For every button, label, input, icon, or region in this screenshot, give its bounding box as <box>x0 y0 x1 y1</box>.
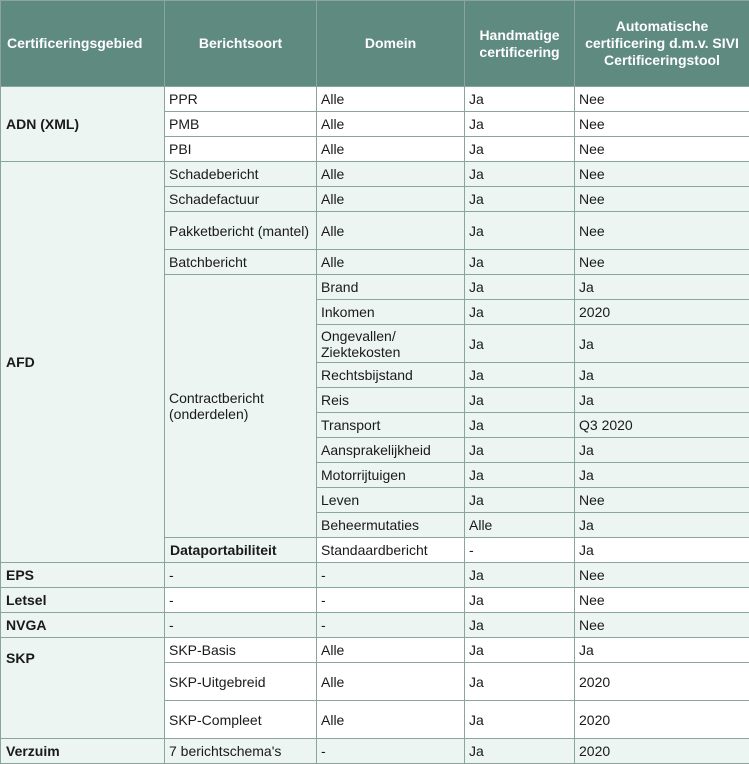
area-cell-verzuim: Verzuim <box>1 739 165 764</box>
automatisch-cell: 2020 <box>575 739 749 764</box>
domein-cell: - <box>317 613 465 638</box>
domein-cell: Alle <box>317 663 465 701</box>
area-cell-eps: EPS <box>1 563 165 588</box>
handmatig-cell: Ja <box>575 513 749 538</box>
berichtsoort-cell: PPR <box>165 87 317 112</box>
automatisch-cell: Ja <box>575 438 749 463</box>
area-cell-letsel: Letsel <box>1 588 165 613</box>
domein-cell: Inkomen <box>317 300 465 325</box>
handmatig-cell: Ja <box>465 388 575 413</box>
automatisch-cell: Nee <box>575 187 749 212</box>
domein-cell: Alle <box>317 701 465 739</box>
handmatig-cell: Ja <box>465 112 575 137</box>
handmatig-cell: Ja <box>465 463 575 488</box>
header-berichtsoort: Berichtsoort <box>165 1 317 87</box>
berichtsoort-cell: SKP-Compleet <box>165 701 317 739</box>
handmatig-cell: Ja <box>465 613 575 638</box>
handmatig-cell: Ja <box>575 538 749 563</box>
automatisch-cell: Ja <box>575 275 749 300</box>
domein-cell: Rechtsbijstand <box>317 363 465 388</box>
domein-cell: Alle <box>317 87 465 112</box>
domein-cell: Ongevallen/ Ziektekosten <box>317 325 465 363</box>
berichtsoort-cell: - <box>165 563 317 588</box>
automatisch-cell: Nee <box>575 212 749 250</box>
automatisch-cell: Q3 2020 <box>575 413 749 438</box>
handmatig-cell: Ja <box>465 275 575 300</box>
area-cell-afd: AFD <box>1 162 165 563</box>
automatisch-cell: Nee <box>575 613 749 638</box>
table-row <box>1 588 749 613</box>
automatisch-cell: Nee <box>575 563 749 588</box>
table-row <box>1 162 749 187</box>
domein-cell: - <box>465 538 575 563</box>
header-certificeringsgebied: Certificeringsgebied <box>1 1 165 87</box>
table-header-row <box>1 1 749 87</box>
berichtsoort-cell: PMB <box>165 112 317 137</box>
domein-cell: Leven <box>317 488 465 513</box>
area-cell-nvga: NVGA <box>1 613 165 638</box>
automatisch-cell: 2020 <box>575 663 749 701</box>
automatisch-cell: Ja <box>575 325 749 363</box>
domein-cell: Brand <box>317 275 465 300</box>
automatisch-cell: Nee <box>575 162 749 187</box>
area-cell-dataportabiliteit: Dataportabiliteit <box>165 538 317 563</box>
automatisch-cell: 2020 <box>575 300 749 325</box>
handmatig-cell: Ja <box>465 300 575 325</box>
berichtsoort-cell: PBI <box>165 137 317 162</box>
table-row <box>1 613 749 638</box>
berichtsoort-cell: Batchbericht <box>165 250 317 275</box>
domein-cell: Transport <box>317 413 465 438</box>
domein-cell: Reis <box>317 388 465 413</box>
domein-cell: - <box>317 563 465 588</box>
berichtsoort-cell: SKP-Basis <box>165 638 317 663</box>
domein-cell: Alle <box>317 112 465 137</box>
handmatig-cell: Ja <box>465 563 575 588</box>
berichtsoort-cell: - <box>165 613 317 638</box>
handmatig-cell: Ja <box>465 250 575 275</box>
berichtsoort-cell: 7 berichtschema's <box>165 739 317 764</box>
handmatig-cell: Ja <box>465 187 575 212</box>
header-handmatige-certificering: Handmatige certificering <box>465 1 575 87</box>
berichtsoort-cell: - <box>165 588 317 613</box>
automatisch-cell: Nee <box>575 112 749 137</box>
berichtsoort-cell: Beheermutaties <box>317 513 465 538</box>
berichtsoort-cell: Pakketbericht (mantel) <box>165 212 317 250</box>
domein-cell: Alle <box>317 162 465 187</box>
table-row <box>1 739 749 764</box>
berichtsoort-cell: SKP-Uitgebreid <box>165 663 317 701</box>
automatisch-cell: Nee <box>575 87 749 112</box>
handmatig-cell: Ja <box>465 588 575 613</box>
table-row <box>1 638 749 663</box>
domein-cell: Alle <box>317 187 465 212</box>
handmatig-cell: Ja <box>465 413 575 438</box>
automatisch-cell: Ja <box>575 638 749 663</box>
handmatig-cell: Ja <box>465 162 575 187</box>
handmatig-cell: Ja <box>465 701 575 739</box>
handmatig-cell: Ja <box>465 638 575 663</box>
table-row <box>1 87 749 112</box>
handmatig-cell: Ja <box>465 137 575 162</box>
berichtsoort-cell: Standaardbericht <box>317 538 465 563</box>
handmatig-cell: Ja <box>465 488 575 513</box>
domein-cell: - <box>317 739 465 764</box>
domein-cell: Alle <box>317 638 465 663</box>
handmatig-cell: Ja <box>465 438 575 463</box>
domein-cell: Motorrijtuigen <box>317 463 465 488</box>
domein-cell: Alle <box>317 250 465 275</box>
berichtsoort-cell: Schadefactuur <box>165 187 317 212</box>
automatisch-cell: Nee <box>575 588 749 613</box>
handmatig-cell: Ja <box>465 212 575 250</box>
area-cell-adn: ADN (XML) <box>1 87 165 162</box>
handmatig-cell: Ja <box>465 663 575 701</box>
automatisch-cell: Nee <box>575 250 749 275</box>
automatisch-cell: Nee <box>575 137 749 162</box>
handmatig-cell: Ja <box>465 363 575 388</box>
automatisch-cell: Nee <box>575 488 749 513</box>
area-cell-skp: SKP <box>1 638 165 739</box>
automatisch-cell: Ja <box>575 363 749 388</box>
contractbericht-cell: Contractbericht (onderdelen) <box>165 275 317 538</box>
domein-cell: Aansprakelijkheid <box>317 438 465 463</box>
automatisch-cell: Ja <box>575 388 749 413</box>
domein-cell: Alle <box>317 137 465 162</box>
handmatig-cell: Ja <box>465 325 575 363</box>
handmatig-cell: Ja <box>465 87 575 112</box>
header-automatische-certificering: Automatische certificering d.m.v. SIVI Certificeringstool <box>575 1 749 87</box>
domein-cell: - <box>317 588 465 613</box>
handmatig-cell: Ja <box>465 739 575 764</box>
table-row <box>1 563 749 588</box>
header-domein: Domein <box>317 1 465 87</box>
berichtsoort-cell: Schadebericht <box>165 162 317 187</box>
automatisch-cell: Ja <box>575 463 749 488</box>
automatisch-cell: 2020 <box>575 701 749 739</box>
domein-cell: Alle <box>465 513 575 538</box>
domein-cell: Alle <box>317 212 465 250</box>
